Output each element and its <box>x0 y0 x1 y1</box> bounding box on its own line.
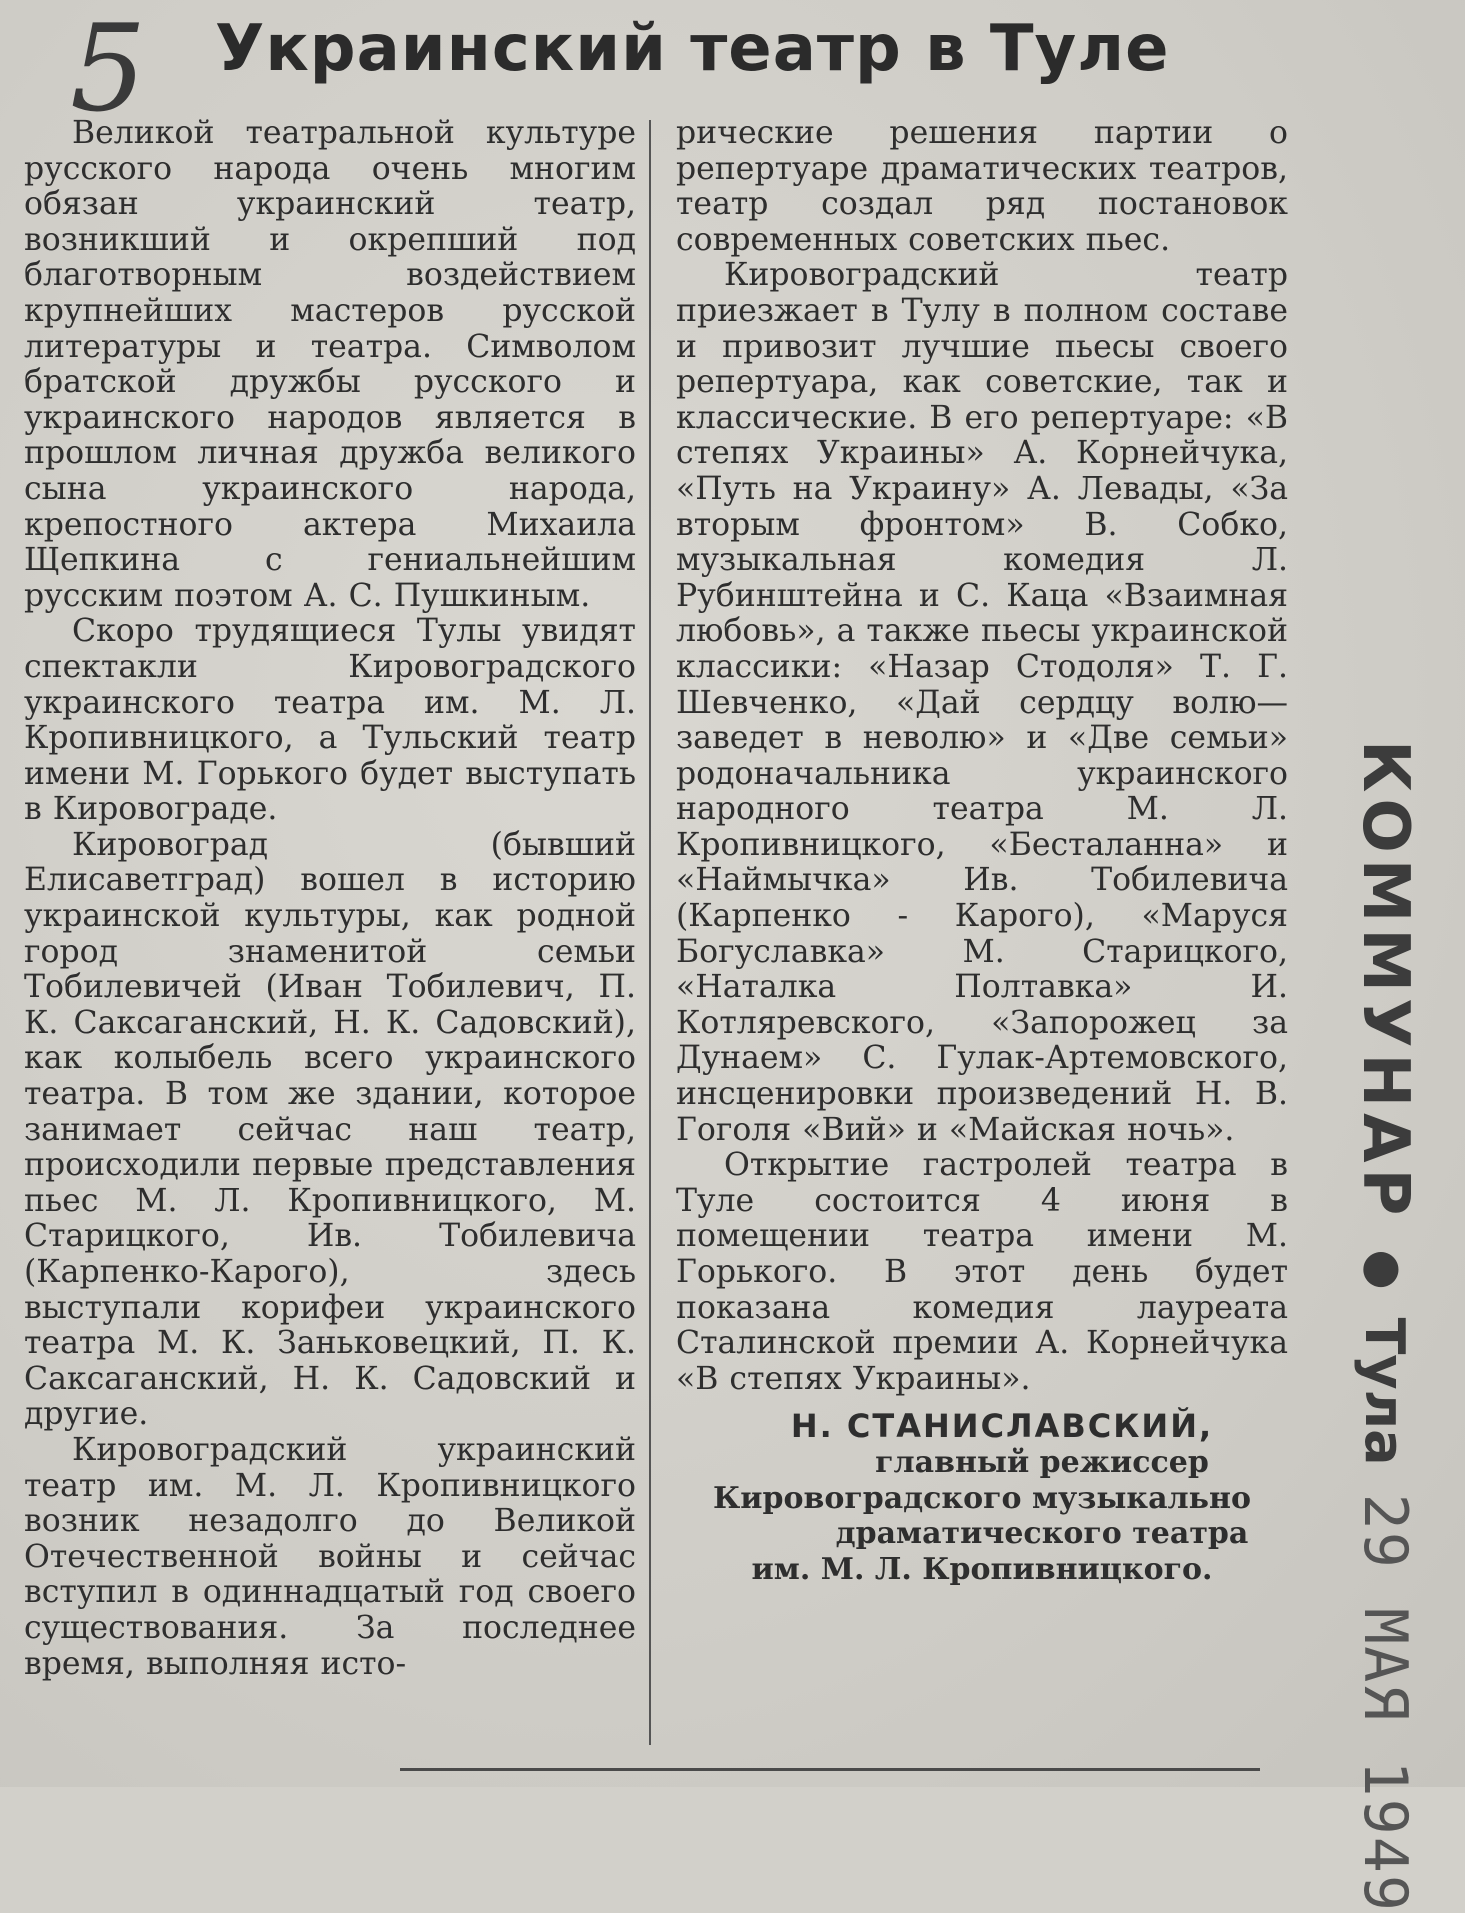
stamp-city: Тула <box>1353 1317 1417 1466</box>
paragraph: рические решения партии о репертуаре драматических театров, театр создал ряд постановок современных советских пьес. <box>676 115 1288 258</box>
article-headline: Украинский театр в Туле <box>215 12 1170 86</box>
left-column <box>24 116 636 1682</box>
paragraph: Великой театральной культуре русского народа очень многим обязан украинский театр, возникший и окрепший под благотворным воздействием крупнейших мастеров русской литературы и театра. Символом братской дружбы русского и украинского народов является в прошлом личная дружба великого сына украинского народа, крепостного актера Михаила Щепкина с гениальнейшим русским поэтом А. С. Пушкиным. <box>24 115 636 614</box>
bottom-rule <box>400 1768 1260 1771</box>
paragraph: Кировоградский театр приезжает в Тулу в полном составе и привозит лучшие пьесы своего репертуара, как советские, так и классические. В его репертуаре: «В степях Украины» А. Корнейчука, «Путь на Украину» А. Левады, «За вторым фронтом» В. Собко, музыкальная комедия Л. Рубинштейна и С. Каца «Взаимная любовь», а также пьесы украинской классики: «Назар Стодоля» Т. Г. Шевченко, «Дай сердцу волю—заведет в неволю» и «Две семьи» родоначальника украинского народного театра М. Л. Кропивницкого, «Бесталанна» и «Наймычка» Ив. Тобилевича (Карпенко - Карого), «Маруся Богуславка» М. Старицкого, «Наталка Полтавка» И. Котляревского, «Запорожец за Дунаем» С. Гулак-Артемовского, инсценировки произведений Н. В. Гоголя «Вий» и «Майская ночь». <box>676 257 1288 1148</box>
author-affiliation: им. М. Л. Кропивницкого. <box>751 1551 1213 1587</box>
right-column <box>676 116 1288 1587</box>
author-affiliation: Кировоградского музыкально <box>712 1480 1252 1516</box>
author-name: Н. СТАНИСЛАВСКИЙ, <box>790 1407 1214 1446</box>
archive-date-stamp <box>1300 740 1465 1913</box>
author-title: главный режиссер <box>875 1444 1209 1480</box>
paragraph: Кировоград (бывший Елисаветград) вошел в историю украинской культуры, как родной город знаменитой семьи Тобилевичей (Иван Тобилевич, П. К. Саксаганский, Н. К. Садовский), как колыбель всего украинского театра. В том же здании, которое занимает сейчас наш театр, происходили первые представления пьес М. Л. Кропивницкого, М. Старицкого, Ив. Тобилевича (Карпенко-Карого), здесь выступали корифеи украинского театра М. К. Заньковецкий, П. К. Саксаганский, Н. К. Садовский и другие. <box>24 826 636 1433</box>
stamp-dot-icon: ● <box>1358 1249 1412 1290</box>
paragraph: Кировоградский украинский театр им. М. Л. Кропивницкого возник незадолго до Великой Отечественной войны и сейчас вступил в одиннадцатый год своего существования. За последнее время, выполняя исто- <box>24 1431 636 1682</box>
column-divider <box>649 120 651 1745</box>
paragraph: Скоро трудящиеся Тулы увидят спектакли Кировоградского украинского театра им. М. Л. Кропивницкого, а Тульский театр имени М. Горького будет выступать в Кировограде. <box>24 613 636 828</box>
stamp-date: 29 МАЯ 1949 <box>1350 1493 1420 1913</box>
author-signature <box>676 1409 1288 1587</box>
paragraph: Открытие гастролей театра в Туле состоится 4 июня в помещении театра имени М. Горького. В этот день будет показана комедия лауреата Сталинской премии А. Корнейчука «В степях Украины». <box>676 1147 1288 1397</box>
stamp-newspaper-name: КОММУНАР <box>1348 740 1422 1222</box>
handwritten-number: 5 <box>70 0 147 139</box>
author-affiliation: драматического театра <box>835 1516 1249 1552</box>
